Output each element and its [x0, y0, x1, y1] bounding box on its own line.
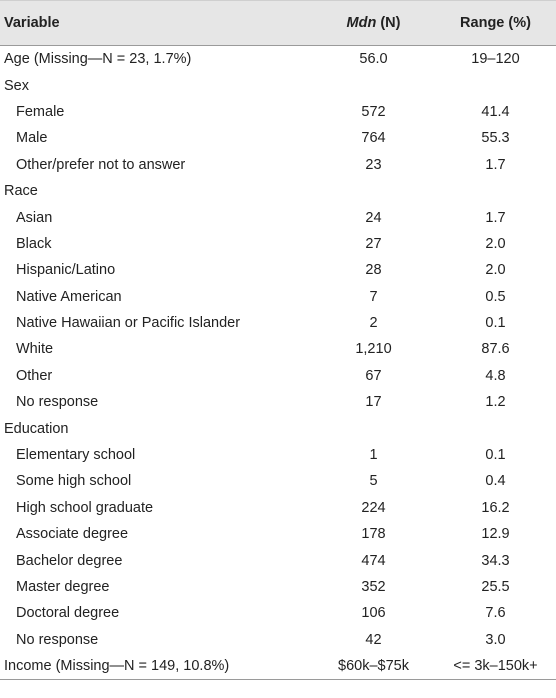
row-label: Black — [16, 235, 52, 252]
row-mdn — [312, 178, 435, 204]
row-label: Other/prefer not to answer — [16, 156, 186, 173]
table-row — [0, 284, 556, 310]
row-range — [435, 178, 556, 204]
row-range: 87.6 — [481, 341, 510, 358]
row-range: 7.6 — [485, 605, 506, 622]
table-header — [0, 1, 556, 46]
row-mdn — [312, 72, 435, 98]
table-row — [0, 336, 556, 362]
row-label: Race — [4, 183, 38, 200]
table-row — [0, 389, 556, 415]
row-label: Male — [16, 130, 48, 147]
row-range: 2.0 — [485, 262, 506, 279]
row-range: 25.5 — [481, 579, 510, 595]
row-label: Hispanic/Latino — [16, 262, 116, 279]
row-label: Bachelor degree — [16, 552, 123, 569]
row-range — [435, 72, 556, 98]
table-row — [0, 653, 556, 680]
row-label: Master degree — [16, 579, 110, 595]
row-label: Asian — [16, 209, 53, 226]
table-row — [0, 152, 556, 178]
row-label: Other — [16, 367, 53, 384]
row-range — [435, 415, 556, 441]
row-label: High school graduate — [16, 499, 154, 516]
row-mdn: 106 — [361, 605, 386, 622]
row-range: 2.0 — [485, 235, 506, 252]
row-mdn: 1,210 — [355, 341, 392, 358]
table-row — [0, 521, 556, 547]
row-range: 19–120 — [471, 51, 520, 68]
table-row — [0, 204, 556, 230]
row-range: 12.9 — [481, 526, 510, 543]
row-mdn: 27 — [365, 235, 382, 252]
table-row — [0, 415, 556, 441]
row-label: Education — [4, 420, 69, 437]
table-row — [0, 547, 556, 573]
row-label: Doctoral degree — [16, 605, 120, 622]
row-label: No response — [16, 394, 99, 411]
table-body — [0, 46, 556, 680]
table-row — [0, 257, 556, 283]
row-range: 55.3 — [481, 130, 510, 147]
table-row — [0, 600, 556, 626]
row-mdn: 42 — [365, 631, 382, 648]
row-label: Elementary school — [16, 447, 136, 464]
row-mdn: 24 — [365, 209, 382, 226]
table-row — [0, 231, 556, 257]
header-range: Range (%) — [435, 1, 556, 46]
row-range: 0.4 — [485, 473, 506, 490]
row-range: 1.2 — [485, 394, 506, 411]
row-range: 4.8 — [485, 367, 506, 384]
row-mdn: 1 — [369, 447, 378, 464]
table-row — [0, 46, 556, 73]
header-variable: Variable — [0, 1, 312, 46]
row-range: 1.7 — [485, 209, 506, 226]
row-mdn: 224 — [361, 499, 386, 516]
header-mdn — [312, 1, 435, 46]
row-range: 0.1 — [485, 447, 506, 464]
row-label: No response — [16, 631, 99, 648]
row-mdn: 5 — [369, 473, 378, 490]
table-row — [0, 178, 556, 204]
header-row — [0, 1, 556, 46]
row-mdn: $60k–$75k — [312, 653, 435, 680]
row-label: Sex — [4, 77, 29, 94]
row-mdn: 2 — [369, 315, 378, 332]
row-label: Some high school — [16, 473, 132, 490]
row-label: Associate degree — [16, 526, 129, 543]
table-row — [0, 310, 556, 336]
row-label: Native American — [16, 288, 122, 305]
row-mdn: 572 — [361, 103, 386, 120]
row-mdn: 28 — [365, 262, 382, 279]
row-range: 3.0 — [485, 631, 506, 648]
table-row — [0, 627, 556, 653]
table-row — [0, 442, 556, 468]
row-mdn: 56.0 — [359, 51, 388, 68]
row-label: Income (Missing—N = 149, 10.8%) — [0, 653, 312, 680]
row-mdn: 17 — [365, 394, 382, 411]
row-range: 1.7 — [485, 156, 506, 173]
table-row — [0, 99, 556, 125]
row-range: 34.3 — [481, 552, 510, 569]
row-range: 41.4 — [481, 103, 510, 120]
row-mdn — [312, 415, 435, 441]
row-mdn: 352 — [361, 579, 386, 595]
table-row — [0, 72, 556, 98]
row-mdn: 23 — [365, 156, 382, 173]
row-range: <= 3k–150k+ — [435, 653, 556, 680]
header-mdn-italic: Mdn — [346, 15, 377, 31]
header-mdn-suffix: (N) — [376, 15, 401, 31]
table-row — [0, 574, 556, 600]
table-row — [0, 468, 556, 494]
row-range: 16.2 — [481, 499, 510, 516]
row-mdn: 67 — [365, 367, 382, 384]
row-label: White — [16, 341, 54, 358]
row-mdn: 764 — [361, 130, 386, 147]
table-row — [0, 125, 556, 151]
table-row — [0, 363, 556, 389]
row-label: Native Hawaiian or Pacific Islander — [16, 315, 241, 332]
row-label: Female — [16, 103, 65, 120]
row-mdn: 7 — [369, 288, 378, 305]
row-label: Age (Missing—N = 23, 1.7%) — [4, 51, 192, 68]
row-mdn: 474 — [361, 552, 386, 569]
row-range: 0.1 — [485, 315, 506, 332]
row-mdn: 178 — [361, 526, 386, 543]
table-row — [0, 495, 556, 521]
row-range: 0.5 — [485, 288, 506, 305]
